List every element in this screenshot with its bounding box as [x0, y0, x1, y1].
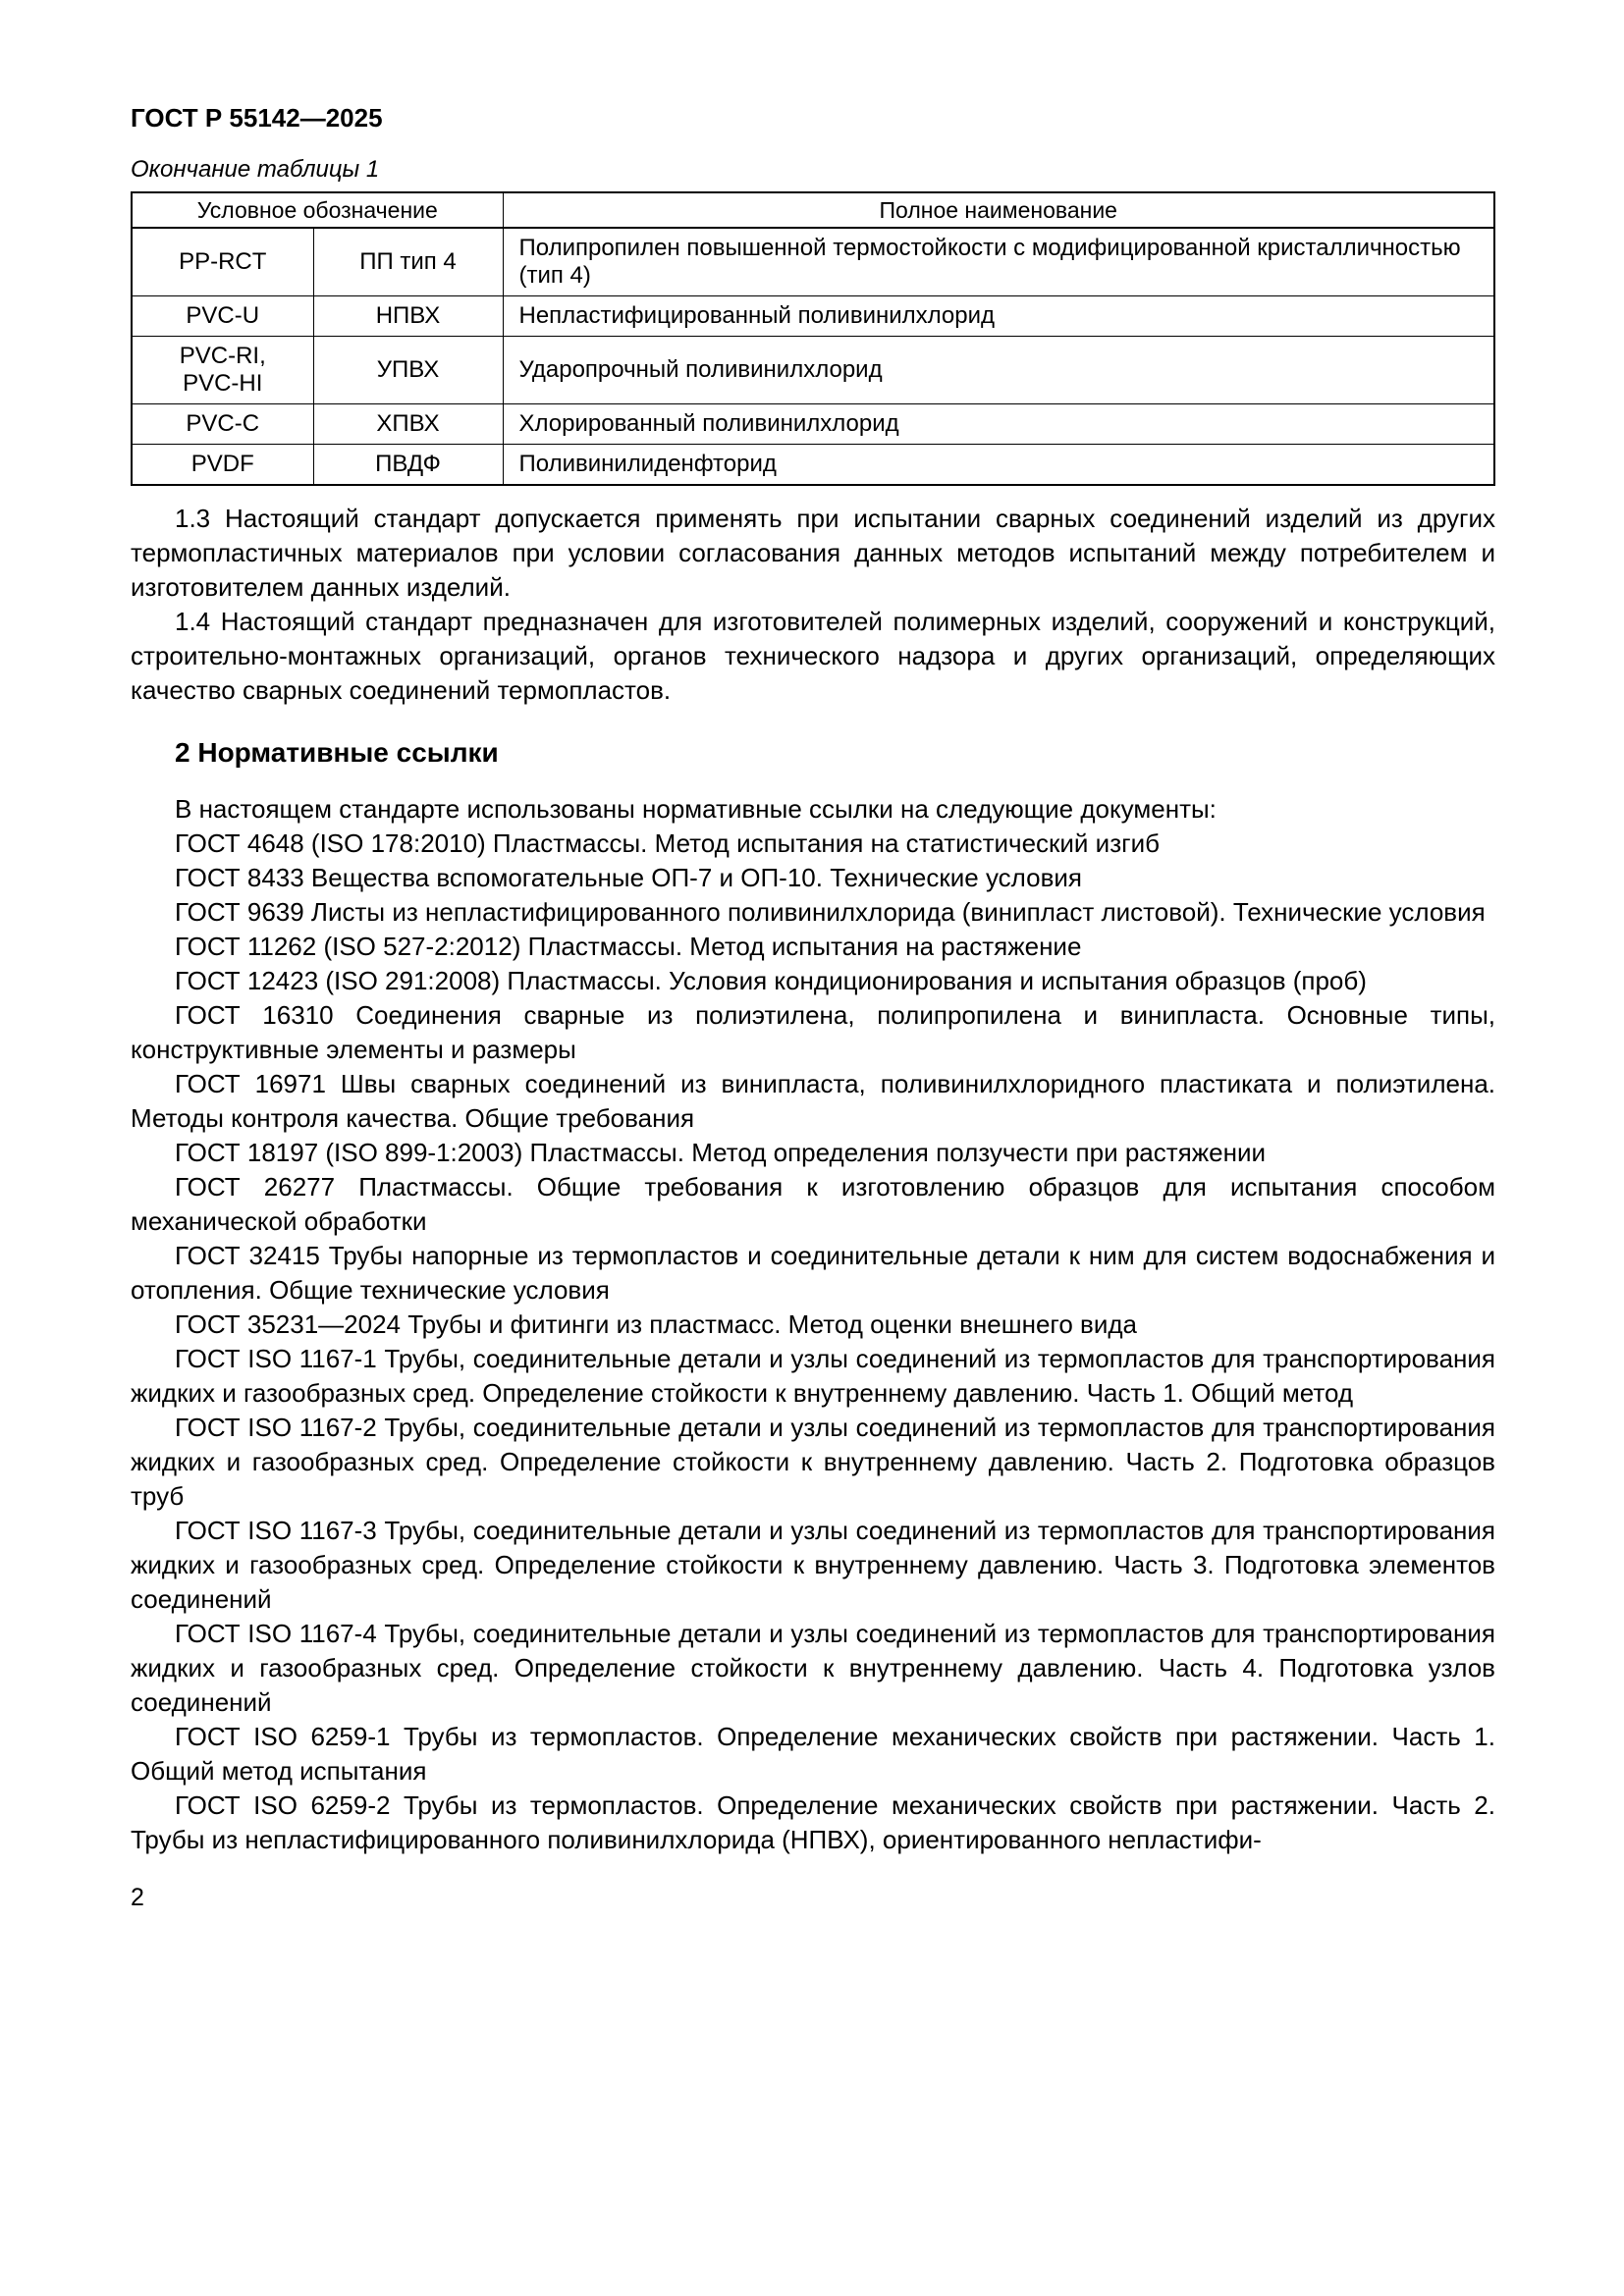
page-number: 2 [131, 1884, 144, 1911]
references-list [131, 827, 1495, 1857]
table-row [132, 228, 1494, 296]
table-caption: Окончание таблицы 1 [131, 156, 380, 183]
reference-item: ГОСТ ISO 6259-2 Трубы из термопластов. Определение механических свойств при растяжении. Часть 2. Трубы из непластифицированного поливинилхлорида (НПВХ), ориентированного непластифи- [131, 1790, 1495, 1854]
reference-item: ГОСТ 4648 (ISO 178:2010) Пластмассы. Метод испытания на статистический изгиб [175, 828, 1161, 858]
reference-item: ГОСТ ISO 1167-4 Трубы, соединительные детали и узлы соединений из термопластов для транспортирования жидких и газообразных сред. Определение стойкости к внутреннему давлению. Часть 4. Подготовка узлов соединений [131, 1619, 1495, 1717]
table-row [132, 337, 1494, 404]
reference-item: ГОСТ 16971 Швы сварных соединений из винипласта, поливинилхлоридного пластиката и полиэтилена. Методы контроля качества. Общие требования [131, 1069, 1495, 1133]
designation-international-cell: PVC-U [132, 296, 313, 337]
table-header-row [132, 192, 1494, 228]
clause-1-4: 1.4 Настоящий стандарт предназначен для изготовителей полимерных изделий, сооружений и конструкций, строительно-монтажных организаций, органов технического надзора и других организаций, определяющих качество сварных соединений термопластов. [131, 607, 1495, 705]
document-header: ГОСТ Р 55142—2025 [131, 103, 383, 133]
reference-item: ГОСТ 35231—2024 Трубы и фитинги из пластмасс. Метод оценки внешнего вида [175, 1309, 1137, 1339]
reference-item: ГОСТ ISO 1167-3 Трубы, соединительные детали и узлы соединений из термопластов для транспортирования жидких и газообразных сред. Определение стойкости к внутреннему давлению. Часть 3. Подготовка элементов соединений [131, 1516, 1495, 1614]
designation-russian-cell: УПВХ [313, 337, 503, 404]
reference-item: ГОСТ 26277 Пластмассы. Общие требования к изготовлению образцов для испытания способом механической обработки [131, 1172, 1495, 1236]
column-header-full-name: Полное наименование [503, 192, 1494, 228]
full-name-cell: Непластифицированный поливинилхлорид [503, 296, 1494, 337]
table-row [132, 445, 1494, 486]
reference-item: ГОСТ ISO 1167-2 Трубы, соединительные детали и узлы соединений из термопластов для транспортирования жидких и газообразных сред. Определение стойкости к внутреннему давлению. Часть 2. Подготовка образцов труб [131, 1413, 1495, 1511]
references-intro: В настоящем стандарте использованы нормативные ссылки на следующие документы: [175, 794, 1217, 824]
designation-international-cell: PVC-C [132, 404, 313, 445]
reference-item: ГОСТ 8433 Вещества вспомогательные ОП-7 и ОП-10. Технические условия [175, 863, 1083, 892]
table-head [132, 192, 1494, 228]
reference-item: ГОСТ 11262 (ISO 527-2:2012) Пластмассы. Метод испытания на растяжение [175, 932, 1082, 961]
reference-item: ГОСТ ISO 6259-1 Трубы из термопластов. Определение механических свойств при растяжении. Часть 1. Общий метод испытания [131, 1722, 1495, 1786]
table-row [132, 296, 1494, 337]
reference-item: ГОСТ 18197 (ISO 899-1:2003) Пластмассы. Метод определения ползучести при растяжении [175, 1138, 1266, 1167]
designation-russian-cell: ПВДФ [313, 445, 503, 486]
designation-international-cell: PP-RCT [132, 228, 313, 296]
reference-item: ГОСТ ISO 1167-1 Трубы, соединительные детали и узлы соединений из термопластов для транспортирования жидких и газообразных сред. Определение стойкости к внутреннему давлению. Часть 1. Общий метод [131, 1344, 1495, 1408]
full-name-cell: Поливинилиденфторид [503, 445, 1494, 486]
designation-international-cell: PVDF [132, 445, 313, 486]
column-header-designation: Условное обозначение [132, 192, 503, 228]
reference-item: ГОСТ 9639 Листы из непластифицированного поливинилхлорида (винипласт листовой). Технические условия [175, 897, 1486, 927]
reference-item: ГОСТ 16310 Соединения сварные из полиэтилена, полипропилена и винипласта. Основные типы, конструктивные элементы и размеры [131, 1000, 1495, 1064]
clause-1-3: 1.3 Настоящий стандарт допускается применять при испытании сварных соединений изделий из других термопластичных материалов при условии согласования данных методов испытаний между потребителем и изготовителем данных изделий. [131, 504, 1495, 602]
designation-russian-cell: ПП тип 4 [313, 228, 503, 296]
designations-table [131, 191, 1495, 486]
reference-item: ГОСТ 32415 Трубы напорные из термопластов и соединительные детали к ним для систем водоснабжения и отопления. Общие технические условия [131, 1241, 1495, 1305]
full-name-cell: Хлорированный поливинилхлорид [503, 404, 1494, 445]
designation-russian-cell: НПВХ [313, 296, 503, 337]
designation-russian-cell: ХПВХ [313, 404, 503, 445]
reference-item: ГОСТ 12423 (ISO 291:2008) Пластмассы. Условия кондиционирования и испытания образцов (проб) [175, 966, 1367, 995]
table-row [132, 404, 1494, 445]
section-heading-normative-references: 2 Нормативные ссылки [175, 737, 499, 768]
table-body [132, 228, 1494, 485]
designation-international-cell: PVC-RI, PVC-HI [132, 337, 313, 404]
full-name-cell: Ударопрочный поливинилхлорид [503, 337, 1494, 404]
full-name-cell: Полипропилен повышенной термостойкости с модифицированной кристалличностью (тип 4) [503, 228, 1494, 296]
